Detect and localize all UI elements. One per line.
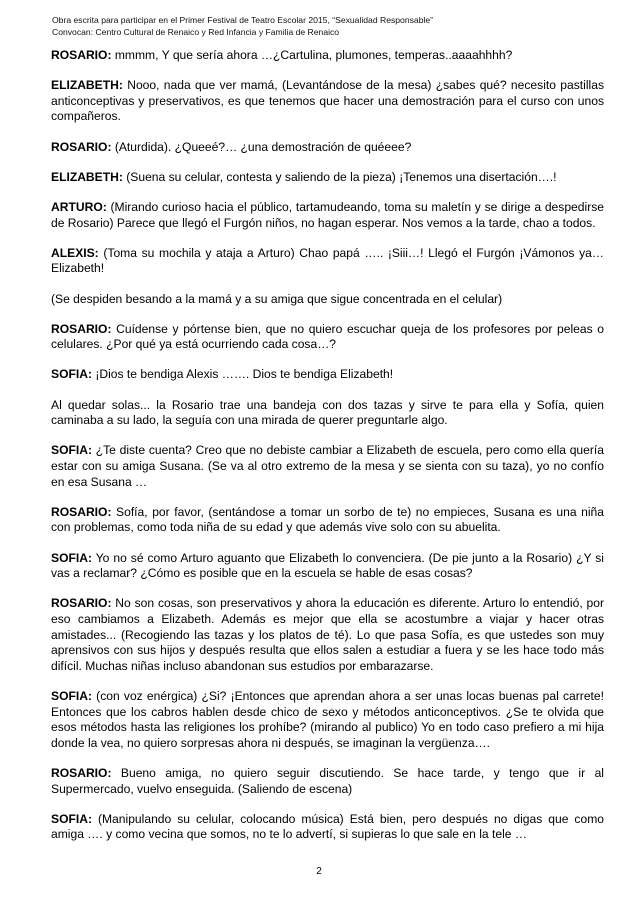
dialogue-paragraph [51,812,604,843]
speaker-name: ROSARIO: [51,596,112,611]
dialogue-text: Sofía, por favor, (sentándose a tomar un sorbo de te) no empieces, Susana es una niña con problemas, como toda niña de su edad y que además vive solo con su abuelita. [51,504,604,535]
dialogue-paragraph [51,689,604,751]
speaker-name: ROSARIO: [51,321,112,336]
dialogue-text: (Manipulando su celular, colocando música) Está bien, pero después no digas que como amiga …. y como vecina que somos, no te lo advertí, si supieras lo que sale en la tele … [51,811,604,842]
dialogue-text: Cuídense y pórtense bien, que no quiero escuchar queja de los profesores por peleas o celulares. ¿Por qué ya está ocurriendo cada cosa…? [51,321,604,352]
dialogue-paragraph [51,766,604,797]
dialogue-text: ¿Te diste cuenta? Creo que no debiste cambiar a Elizabeth de escuela, pero como ella quería estar con su amiga Susana. (Se va al otro extremo de la mesa y se sienta con su taza), yo no confío en esa Susana … [51,443,604,489]
speaker-name: SOFIA: [51,550,92,565]
dialogue-paragraph [51,367,604,383]
speaker-name: ALEXIS: [51,245,99,260]
dialogue-paragraph [51,443,604,490]
dialogue-text: (Se despiden besando a la mamá y a su amiga que sigue concentrada en el celular) [51,291,503,306]
dialogue-text: (con voz enérgica) ¿Si? ¡Entonces que aprendan ahora a ser unas locas buenas pal carrete! Entonces que los cabros hablen desde chico de sexo y métodos anticonceptivos. ¿Se te olvida que esos métodos hasta las religiones los prohíbe? (mirando al publico) Yo en todo caso prefiero a mi hija donde la vea, no quiero sorpresas ahora ni después, se imaginan la vergüenza…. [51,688,604,750]
dialogue-paragraph [51,170,604,186]
speaker-name: SOFIA: [51,811,92,826]
dialogue-text: Bueno amiga, no quiero seguir discutiendo. Se hace tarde, y tengo que ir al Supermercado, vuelvo enseguida. (Saliendo de escena) [51,765,604,796]
stage-direction [51,292,604,308]
script-body [51,48,604,843]
speaker-name: SOFIA: [51,688,92,703]
speaker-name: ROSARIO: [51,48,112,62]
dialogue-text: (Mirando curioso hacia el público, tartamudeando, toma su maletín y se dirige a despedirse de Rosario) Parece que llegó el Furgón niños, no hagan esperar. Nos vemos a la tarde, chao a todos. [51,199,604,230]
header-line-2: Convocan: Centro Cultural de Renaico y Red Infancia y Familia de Renaico [52,27,340,37]
dialogue-paragraph [51,505,604,536]
dialogue-text: mmmm, Y que sería ahora …¿Cartulina, plumones, temperas..aaaahhhh? [111,48,513,62]
dialogue-paragraph [51,140,604,156]
speaker-name: ROSARIO: [51,504,112,519]
dialogue-text: (Aturdida). ¿Queeé?… ¿una demostración de quéeee? [111,139,412,154]
dialogue-text: (Toma su mochila y ataja a Arturo) Chao papá ….. ¡Siii…! Llegó el Furgón ¡Vámonos ya…Elizabeth! [51,245,604,276]
dialogue-text: Nooo, nada que ver mamá, (Levantándose de la mesa) ¿sabes qué? necesito pastillas anticonceptivas y preservativos, es que tenemos que hacer una demostración para el curso con unos compañeros. [51,78,604,124]
dialogue-paragraph [51,596,604,674]
speaker-name: ELIZABETH: [51,78,123,93]
speaker-name: SOFIA: [51,443,92,458]
dialogue-text: No son cosas, son preservativos y ahora la educación es diferente. Arturo lo entendió, por eso cambiamos a Elizabeth. Además es mejor que ella se acostumbre a viajar y hacer otras amistades... (Recogiendo las tazas y los platos de té). Lo que pasa Sofía, es que ustedes son muy aprensivos con sus hijos y después resulta que ellos salen a estudiar a fuera y se les hace todo más difícil. Muchas niñas incluso abandonan sus estudios por embarazarse. [51,596,604,673]
dialogue-paragraph [51,200,604,231]
header-line-1: Obra escrita para participar en el Primer Festival de Teatro Escolar 2015, “Sexualidad Responsable” [52,15,434,25]
speaker-name: ELIZABETH: [51,169,123,184]
dialogue-paragraph [51,551,604,582]
speaker-name: SOFIA: [51,367,92,382]
dialogue-text: Al quedar solas... la Rosario trae una bandeja con dos tazas y sirve te para ella y Sofía, quien caminaba a su lado, la seguía con una mirada de querer preguntarle algo. [51,397,604,428]
speaker-name: ARTURO: [51,199,107,214]
dialogue-paragraph [51,78,604,125]
page-header [52,14,604,38]
dialogue-paragraph [51,48,604,64]
dialogue-text: (Suena su celular, contesta y saliendo de la pieza) ¡Tenemos una disertación….! [122,169,557,184]
dialogue-text: ¡Dios te bendiga Alexis ……. Dios te bendiga Elizabeth! [91,367,394,382]
dialogue-paragraph [51,246,604,277]
speaker-name: ROSARIO: [51,765,112,780]
speaker-name: ROSARIO: [51,139,112,154]
stage-direction [51,398,604,429]
page-number: 2 [316,866,322,877]
dialogue-paragraph [51,322,604,353]
dialogue-text: Yo no sé como Arturo aguanto que Elizabeth lo convenciera. (De pie junto a la Rosario) ¿Y si vas a reclamar? ¿Cómo es posible que en la escuela se hable de esas cosas? [51,550,604,581]
